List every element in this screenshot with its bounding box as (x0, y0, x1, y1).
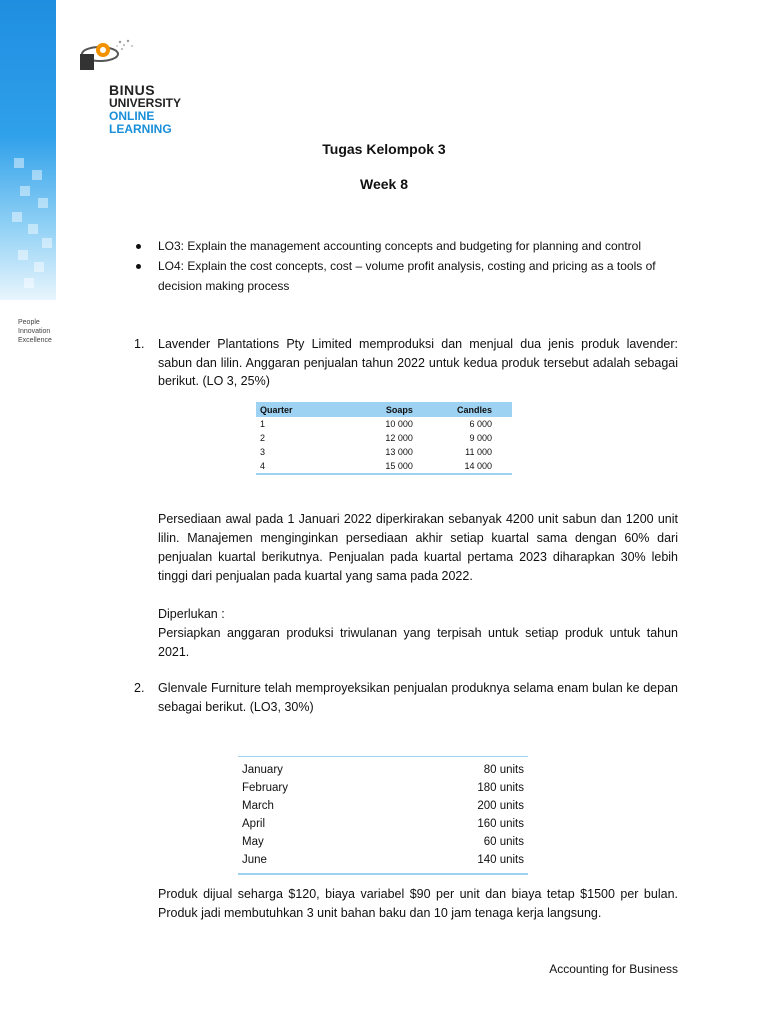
month-cell: June (242, 854, 267, 866)
page-footer: Accounting for Business (549, 962, 678, 976)
question-number: 2. (134, 681, 145, 695)
table-row (238, 815, 528, 833)
table-row (238, 797, 528, 815)
table-cell: 4 (256, 459, 353, 474)
logo-learning: LEARNING (109, 122, 172, 136)
tagline (18, 318, 78, 345)
logo-binus: BINUS (109, 82, 156, 98)
table-row (238, 779, 528, 797)
sales-budget-table (256, 402, 512, 475)
units-cell: 60 units (483, 836, 524, 848)
table-cell: 9 000 (469, 433, 492, 443)
column-header: Quarter (256, 402, 353, 417)
logo-wordmark (109, 84, 181, 136)
question-1 (134, 335, 678, 391)
column-header: Candles (439, 402, 512, 417)
table-header-row (256, 402, 512, 417)
question-2-paragraph: Produk dijual seharga $120, biaya variabel $90 per unit dan biaya tetap $1500 per bulan. Produk jadi membutuhkan 3 unit bahan baku dan 10 jam tenaga kerja langsung. (158, 887, 678, 920)
units-cell: 180 units (477, 782, 524, 794)
month-cell: February (242, 782, 289, 794)
table-row (238, 851, 528, 874)
monthly-sales-table (238, 756, 528, 875)
objective-text: LO4: Explain the cost concepts, cost – volume profit analysis, costing and pricing as a tools of decision making process (158, 259, 656, 293)
question-intro: Lavender Plantations Pty Limited memproduksi dan menjual dua jenis produk lavender: sabun dan lilin. Anggaran penjualan tahun 2022 untuk kedua produk tersebut adalah sebagai berikut. (LO 3, 25%) (158, 337, 678, 388)
table-row (238, 757, 528, 780)
logo-online: ONLINE (109, 109, 155, 123)
table-cell: 6 000 (469, 419, 492, 429)
objective-text: LO3: Explain the management accounting concepts and budgeting for planning and control (158, 239, 641, 253)
question-number: 1. (134, 337, 145, 351)
table-row (256, 431, 512, 445)
tagline-line: People (18, 319, 40, 326)
question-1-required (158, 605, 678, 662)
binus-logo (76, 36, 216, 136)
document-week: Week 8 (360, 176, 408, 192)
bullet-icon (136, 264, 141, 269)
question-2 (134, 679, 678, 716)
month-cell: January (242, 764, 283, 776)
table-row (256, 459, 512, 474)
logo-university: UNIVERSITY (109, 96, 182, 110)
tagline-line: Excellence (18, 337, 52, 344)
table-row (256, 445, 512, 459)
required-text: Persiapkan anggaran produksi triwulanan yang terpisah untuk setiap produk untuk tahun 2021. (158, 626, 678, 659)
strip-pixel-pattern (12, 150, 56, 300)
month-cell: April (242, 818, 266, 830)
table-cell: 15 000 (353, 459, 439, 474)
table-cell: 13 000 (385, 447, 413, 457)
table-cell: 1 (260, 419, 266, 429)
table-cell: 10 000 (385, 419, 413, 429)
table-cell: 11 000 (465, 447, 492, 457)
tagline-line: Innovation (18, 328, 51, 335)
table-cell: 12 000 (385, 433, 413, 443)
objective-item (134, 236, 694, 256)
question-intro: Glenvale Furniture telah memproyeksikan penjualan produknya selama enam bulan ke depan sebagai berikut. (LO3, 30%) (158, 681, 678, 714)
table-cell: 2 (260, 433, 266, 443)
units-cell: 160 units (477, 818, 524, 830)
units-cell: 200 units (477, 800, 524, 812)
table-row (238, 833, 528, 851)
column-header: Soaps (353, 402, 439, 417)
required-label: Diperlukan : (158, 607, 225, 621)
table-row (256, 417, 512, 431)
learning-objectives (134, 236, 694, 296)
table-cell: 14 000 (439, 459, 512, 474)
bullet-icon (136, 244, 141, 249)
month-cell: May (242, 836, 264, 848)
units-cell: 80 units (483, 764, 524, 776)
question-1-paragraph: Persediaan awal pada 1 Januari 2022 diperkirakan sebanyak 4200 unit sabun dan 1200 unit lilin. Manajemen menginginkan persediaan akhir setiap kuartal sama dengan 60% dari penjualan kuartal berikutnya. Penjualan pada kuartal pertama 2023 diharapkan 30% lebih tinggi dari penjualan pada kuartal yang sama pada 2022. (158, 512, 678, 583)
objective-item (134, 256, 694, 296)
document-title: Tugas Kelompok 3 (322, 141, 446, 157)
table-cell: 3 (260, 447, 266, 457)
logo-mark-icon (76, 36, 216, 86)
units-cell: 140 units (477, 854, 524, 866)
month-cell: March (242, 800, 274, 812)
